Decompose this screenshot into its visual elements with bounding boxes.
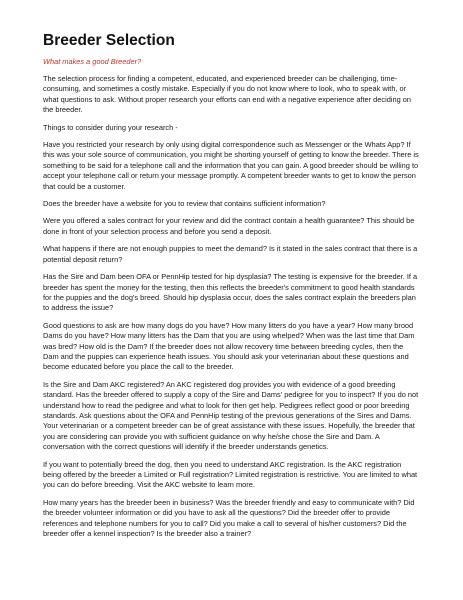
paragraph-intro: The selection process for finding a competent, educated, and experienced breeder can be challenging, time-consuming, and sometimes a costly mistake. Especially if you do not know where to look, who to speak with, or what questions to ask. Without proper research your efforts can end with a negative experience after deciding on the breeder. [43, 74, 411, 115]
paragraph-akc-registered: Is the Sire and Dam AKC registered? An AKC registered dog provides you with evidence of a good breeding standard. Has the breeder offered to supply a copy of the Sire and Dams' pedigree for you to inspect? If you do not understand how to read the pedigree and what to look for then get help. Pedigrees reflect good or poor breeding standards. Ask questions about the OFA and PennHip testing of the previous generations of the Sires and Dams. Your veterinarian or a competent breeder can be of great assistance with these issues. Hopefully, the breeder that you are considering can provide you with sufficient guidance on why he/she chose the Sire and Dam. A conversation with the correct questions will identify if the breeder understands genetics. [43, 379, 419, 452]
section-subtitle: What makes a good Breeder? [43, 57, 142, 66]
paragraph-things-to-consider: Things to consider during your research - [43, 122, 178, 132]
paragraph-sales-contract: Were you offered a sales contract for your review and did the contract contain a health guarantee? This should be done in front of your selection process and before you send a deposit. [43, 216, 415, 236]
paragraph-good-questions: Good questions to ask are how many dogs do you have? How many litters do you have a year? How many brood Dams do you have? How many litters has the Dam that you are using whelped? When was the last time that Dam was bred? How old is the Dam? If the breeder does not allow recovery time between breeding cycles, then the Dam and the puppies can experience heath issues. You should ask your veterinarian about these questions and become educated before you place the call to the breeder. [43, 320, 415, 372]
paragraph-hip-dysplasia: Has the Sire and Dam been OFA or PennHip tested for hip dysplasia? The testing is expensive for the breeder. If a breeder has spent the money for the testing, then this reflects the breeder's commitment to good health standards for the puppies and the dog's breed. Should hip dysplasia occur, does the sales contract explain the breeders plan to address the issue? [43, 272, 418, 313]
paragraph-deposit-return: What happens if there are not enough puppies to meet the demand? Is it stated in the sales contract that there is a potential deposit return? [43, 244, 418, 264]
paragraph-akc-registration: If you want to potentially breed the dog, then you need to understand AKC registration. Is the AKC registration being offered by the breeder a Limited or Full registration? Limited registration is restrictive. You are limited to what you can do before breeding. Visit the AKC website to learn more. [43, 459, 418, 490]
paragraph-years-in-business: How many years has the breeder been in business? Was the breeder friendly and easy to communicate with? Did the breeder volunteer information or did you have to ask all the questions? Did the breeder offer to provide references and telephone numbers for you to call? Did you make a call to several of his/her customers? Did the breeder offer a kennel inspection? Is the breeder also a trainer? [43, 497, 415, 539]
paragraph-website: Does the breeder have a website for you to review that contains sufficient information? [43, 199, 326, 209]
page-title: Breeder Selection [43, 32, 175, 49]
paragraph-digital-correspondence: Have you restricted your research by only using digital correspondence such as Messenger or the Whats App? If this was your sole source of communication, you might be shorting yourself of getting to know the breeder. There is something to be said for a telephone call and the information that you can gain. A good breeder should be willing to accept your telephone call or return your message promptly. A competent breeder wants to get to know the person that could be a customer. [43, 140, 419, 191]
